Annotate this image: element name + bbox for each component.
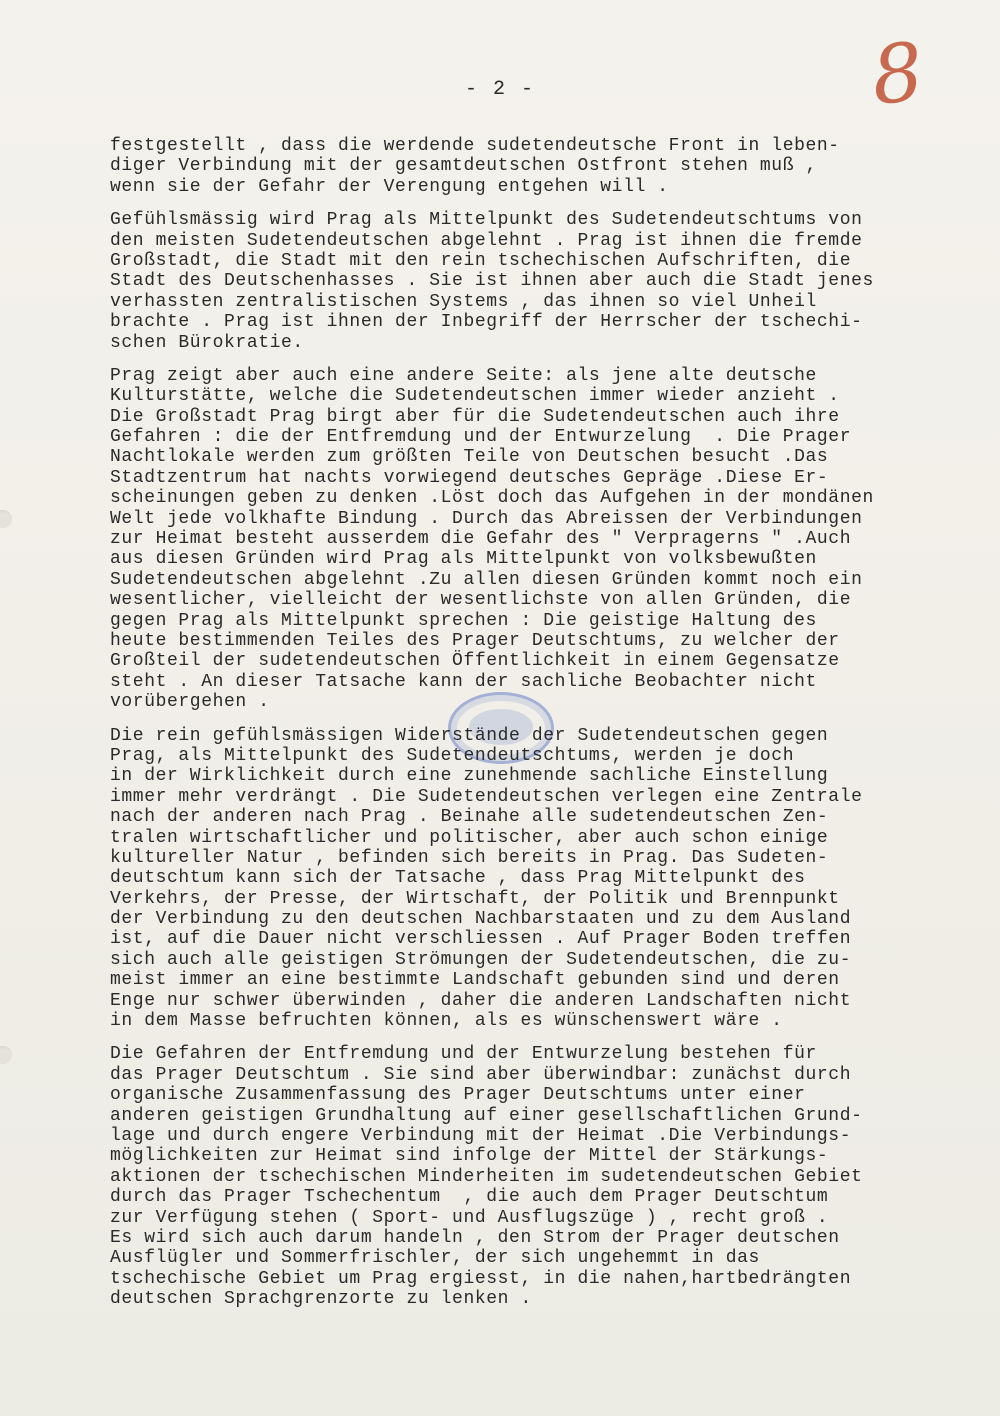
text-line: zur Heimat besteht ausserdem die Gefahr des " Verpragerns " .Auch: [110, 529, 852, 550]
text-line: Enge nur schwer überwinden , daher die anderen Landschaften nicht: [110, 990, 852, 1011]
text-line: kultureller Natur , befinden sich bereits in Prag. Das Sudeten-: [110, 847, 829, 868]
text-line: scheinungen geben zu denken .Löst doch das Aufgehen in der mondänen: [110, 488, 874, 509]
text-line: durch das Prager Tschechentum , die auch dem Prager Deutschtum: [110, 1187, 829, 1208]
text-line: festgestellt , dass die werdende sudetendeutsche Front in leben-: [110, 136, 840, 156]
text-line: nach der anderen nach Prag . Beinahe alle sudetendeutschen Zen-: [110, 807, 829, 828]
text-line: Es wird sich auch darum handeln , den Strom der Prager deutschen: [110, 1227, 840, 1248]
text-line: verhassten zentralistischen Systems , das ihnen so viel Unheil: [110, 291, 817, 312]
text-line: Die rein gefühlsmässigen Widerstände der Sudetendeutschen gegen: [110, 725, 829, 746]
punch-hole-icon: [0, 510, 12, 528]
text-line: Prag, als Mittelpunkt des Sudetendeutschtums, werden je doch: [110, 745, 795, 766]
handwritten-folio-number: 8: [867, 25, 928, 123]
text-line: deutschen Sprachgrenzorte zu lenken .: [110, 1289, 532, 1310]
text-line: der Verbindung zu den deutschen Nachbarstaaten und zu dem Ausland: [110, 909, 852, 930]
text-line: meist immer an eine bestimmte Landschaft gebunden sind und deren: [110, 970, 840, 991]
text-line: ist, auf die Dauer nicht verschliessen . Auf Prager Boden treffen: [110, 929, 852, 950]
text-line: Stadt des Deutschenhasses . Sie ist ihnen aber auch die Stadt jenes: [110, 271, 874, 292]
text-line: Ausflügler und Sommerfrischler, der sich ungehemmt in das: [110, 1248, 760, 1269]
text-line: Die Gefahren der Entfremdung und der Entwurzelung bestehen für: [110, 1044, 817, 1065]
text-line: aus diesen Gründen wird Prag als Mittelpunkt von volksbewußten: [110, 549, 817, 570]
text-line: Prag zeigt aber auch eine andere Seite: als jene alte deutsche: [110, 365, 817, 386]
text-line: gegen Prag als Mittelpunkt sprechen : Die geistige Haltung des: [110, 610, 817, 631]
text-line: Stadtzentrum hat nachts vorwiegend deutsches Gepräge .Diese Er-: [110, 467, 829, 488]
text-line: den meisten Sudetendeutschen abgelehnt . Prag ist ihnen die fremde: [110, 230, 863, 251]
text-line: das Prager Deutschtum . Sie sind aber überwindbar: zunächst durch: [110, 1064, 852, 1085]
text-line: Sudetendeutschen abgelehnt .Zu allen diesen Gründen kommt noch ein: [110, 569, 863, 590]
text-line: tschechische Gebiet um Prag ergiesst, in die nahen,hartbedrängten: [110, 1268, 852, 1289]
paragraph: [110, 726, 920, 1032]
text-line: Gefahren : die der Entfremdung und der Entwurzelung . Die Prager: [110, 427, 852, 448]
text-line: aktionen der tschechischen Minderheiten im sudetendeutschen Gebiet: [110, 1166, 863, 1187]
text-line: Die Großstadt Prag birgt aber für die Sudetendeutschen auch ihre: [110, 406, 840, 427]
text-line: tralen wirtschaftlicher und politischer, aber auch schon einige: [110, 827, 829, 848]
text-line: Großteil der sudetendeutschen Öffentlichkeit in einem Gegensatze: [110, 651, 840, 672]
text-line: immer mehr verdrängt . Die Sudetendeutschen verlegen eine Zentrale: [110, 786, 863, 807]
text-line: brachte . Prag ist ihnen der Inbegriff der Herrscher der tschechi-: [110, 312, 863, 333]
text-line: anderen geistigen Grundhaltung auf einer gesellschaftlichen Grund-: [110, 1105, 863, 1126]
text-line: steht . An dieser Tatsache kann der sachliche Beobachter nicht: [110, 671, 817, 692]
text-line: Gefühlsmässig wird Prag als Mittelpunkt des Sudetendeutschtums von: [110, 210, 863, 231]
text-line: Kulturstätte, welche die Sudetendeutschen immer wieder anzieht .: [110, 386, 840, 407]
text-line: Großstadt, die Stadt mit den rein tschechischen Aufschriften, die: [110, 250, 852, 271]
text-line: zur Verfügung stehen ( Sport- und Ausflugszüge ) , recht groß .: [110, 1207, 829, 1228]
text-line: Verkehrs, der Presse, der Wirtschaft, der Politik und Brennpunkt: [110, 888, 840, 909]
text-line: Nachtlokale werden zum größten Teile von Deutschen besucht .Das: [110, 447, 829, 468]
text-line: deutschtum kann sich der Tatsache , dass Prag Mittelpunkt des: [110, 868, 806, 889]
text-line: heute bestimmenden Teiles des Prager Deutschtums, zu welcher der: [110, 630, 840, 651]
text-line: in der Wirklichkeit durch eine zunehmende sachliche Einstellung: [110, 766, 829, 787]
paragraph: [110, 210, 920, 353]
paragraph: [110, 136, 920, 197]
text-line: diger Verbindung mit der gesamtdeutschen Ostfront stehen muß ,: [110, 156, 817, 177]
document-body: [110, 136, 920, 1322]
paragraph: [110, 1044, 920, 1309]
page-number: - 2 -: [464, 78, 535, 101]
paragraph: [110, 366, 920, 713]
punch-hole-icon: [0, 1046, 12, 1064]
text-line: wenn sie der Gefahr der Verengung entgehen will .: [110, 176, 669, 197]
text-line: Welt jede volkhafte Bindung . Durch das Abreissen der Verbindungen: [110, 508, 863, 529]
text-line: wesentlicher, vielleicht der wesentlichste von allen Gründen, die: [110, 590, 852, 611]
text-line: vorübergehen .: [110, 692, 270, 713]
text-line: in dem Masse befruchten können, als es wünschenswert wäre .: [110, 1011, 783, 1032]
text-line: schen Bürokratie.: [110, 332, 304, 353]
text-line: lage und durch engere Verbindung mit der Heimat .Die Verbindungs-: [110, 1125, 852, 1146]
text-line: organische Zusammenfassung des Prager Deutschtums unter einer: [110, 1085, 806, 1106]
text-line: sich auch alle geistigen Strömungen der Sudetendeutschen, die zu-: [110, 949, 852, 970]
text-line: möglichkeiten zur Heimat sind infolge der Mittel der Stärkungs-: [110, 1146, 829, 1167]
